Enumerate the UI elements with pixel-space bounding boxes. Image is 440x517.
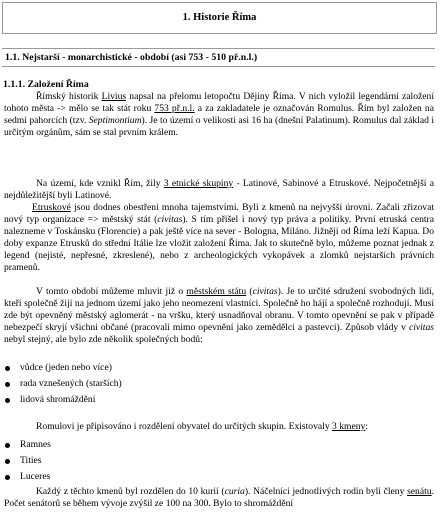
civitas-term: civitas (408, 322, 434, 333)
text-run: ). Je to území o velikosti asi 16 ha (dnešní Palatinum). Romulus dal základ i určitým orgánům, sám se stal prvním králem. (4, 115, 434, 138)
text-run: Na území, kde vznikl Řím, žily (36, 178, 164, 189)
text-run: nebyl stejný, ale bylo zde několik společných bodů: (4, 334, 203, 345)
list-item: Luceres (4, 469, 424, 485)
year-link[interactable]: 753 př.n.l. (154, 103, 195, 114)
text-run: V tomto období můžeme mluvit již o (36, 286, 187, 297)
civitas-term: civitas (157, 214, 183, 225)
curia-term: curia (224, 486, 245, 497)
text-run: a za zakladatele je označován Romulus. Řím byl založen na sedmi pahorcích (tzv. (4, 103, 434, 126)
paragraph-curiae (4, 486, 434, 510)
text-run: ). Je to určité sdružení svobodných lidí, kteří společně žijí na jednom území jako jeho neomezení vlastníci. Společně ho hájí a společně rozhodují. Musí zde být opevněný městský aglomerát - na vršku, který usnadňoval obranu. V tomto opevnění se pak v případě nebezpečí skryjí všichni občané (pracovali mimo opevnění jako zemědělci a pastevci). Způsob vlády v (4, 286, 435, 333)
civitas-term: civitas (252, 286, 278, 297)
list-item: lidová shromáždění (4, 392, 424, 408)
page-title: 1. Historie Říma (182, 12, 257, 23)
text-run: Romulovi je připisováno i rozdělení obyvatel do určitých skupin. Existovaly (36, 421, 333, 432)
list-item: Ramnes (4, 437, 424, 453)
tribes-link[interactable]: 3 kmeny (332, 421, 366, 432)
text-run: napsal na přelomu letopočtu Dějiny Říma. V nich vyložil legendární založení tohoto města -> mělo se tak stát roku (4, 91, 435, 114)
city-state-link[interactable]: městském státu (186, 286, 247, 297)
paragraph-ethnic-groups (4, 178, 434, 202)
text-run: Každý z těchto kmenů byl rozdělen do 10 kurií ( (36, 486, 225, 497)
text-run: ). Náčelníci jednotlivých rodin byli členy (244, 486, 408, 497)
senate-link[interactable]: senátu (407, 486, 432, 497)
title-box (2, 2, 437, 34)
text-run: Římský historik (36, 91, 102, 102)
text-run: ). S tím přišel i nový typ práva a politiky. První etruská centra nalezneme v Toskánsku (Florencie) a pak ještě více na sever - Bologna, Miláno. Jižněji od Říma leží Kapua. Do doby expanze Etrusků do střední Itálie lze vložit založení Říma. Jak to skutečně bylo, můžeme poznat jednak z legend (nejisté, nepřesné, zkreslené), nebo z archeologických vykopávek a zlomků nejstarších právních pramenů. (4, 214, 434, 273)
list-item: vůdce (jeden nebo více) (4, 360, 424, 376)
paragraph-etruscans (4, 202, 434, 274)
tribes-list (4, 437, 424, 485)
text-run: ( (246, 286, 253, 297)
section-heading: 1.1. Nejstarší - monarchistické - období (asi 753 - 510 př.n.l.) (5, 52, 258, 63)
text-run: : (365, 421, 369, 432)
text-run: - Latinové, Sabinové a Etruskové. Nejpočetnější a nejdůležitější byli Latinové. (4, 178, 435, 201)
paragraph-founding (4, 91, 434, 139)
list-item: Tities (4, 453, 424, 469)
ethnic-groups-link[interactable]: 3 etnické skupiny (163, 178, 234, 189)
livius-link[interactable]: Livius (101, 91, 127, 102)
septimontium-term: Septimontium (88, 115, 142, 126)
etruscans-link[interactable]: Etruskové (32, 202, 71, 213)
text-run: jsou dodnes obestřeni mnoha tajemstvími. Byli z kmenů na nejvyšší úrovni. Začali zřizovat nový typ organizace => městský stát ( (4, 202, 434, 225)
list-item: rada vznešených (starších) (4, 376, 424, 392)
subsection-heading: 1.1.1. Založení Říma (3, 79, 89, 90)
paragraph-city-state (4, 286, 434, 346)
section-heading-box (2, 48, 435, 67)
government-elements-list (4, 360, 424, 408)
paragraph-tribes (4, 421, 434, 433)
text-run: . Počet senátorů se během vývoje zvýšil ze 100 na 300. Bylo to shromáždění (4, 486, 434, 509)
